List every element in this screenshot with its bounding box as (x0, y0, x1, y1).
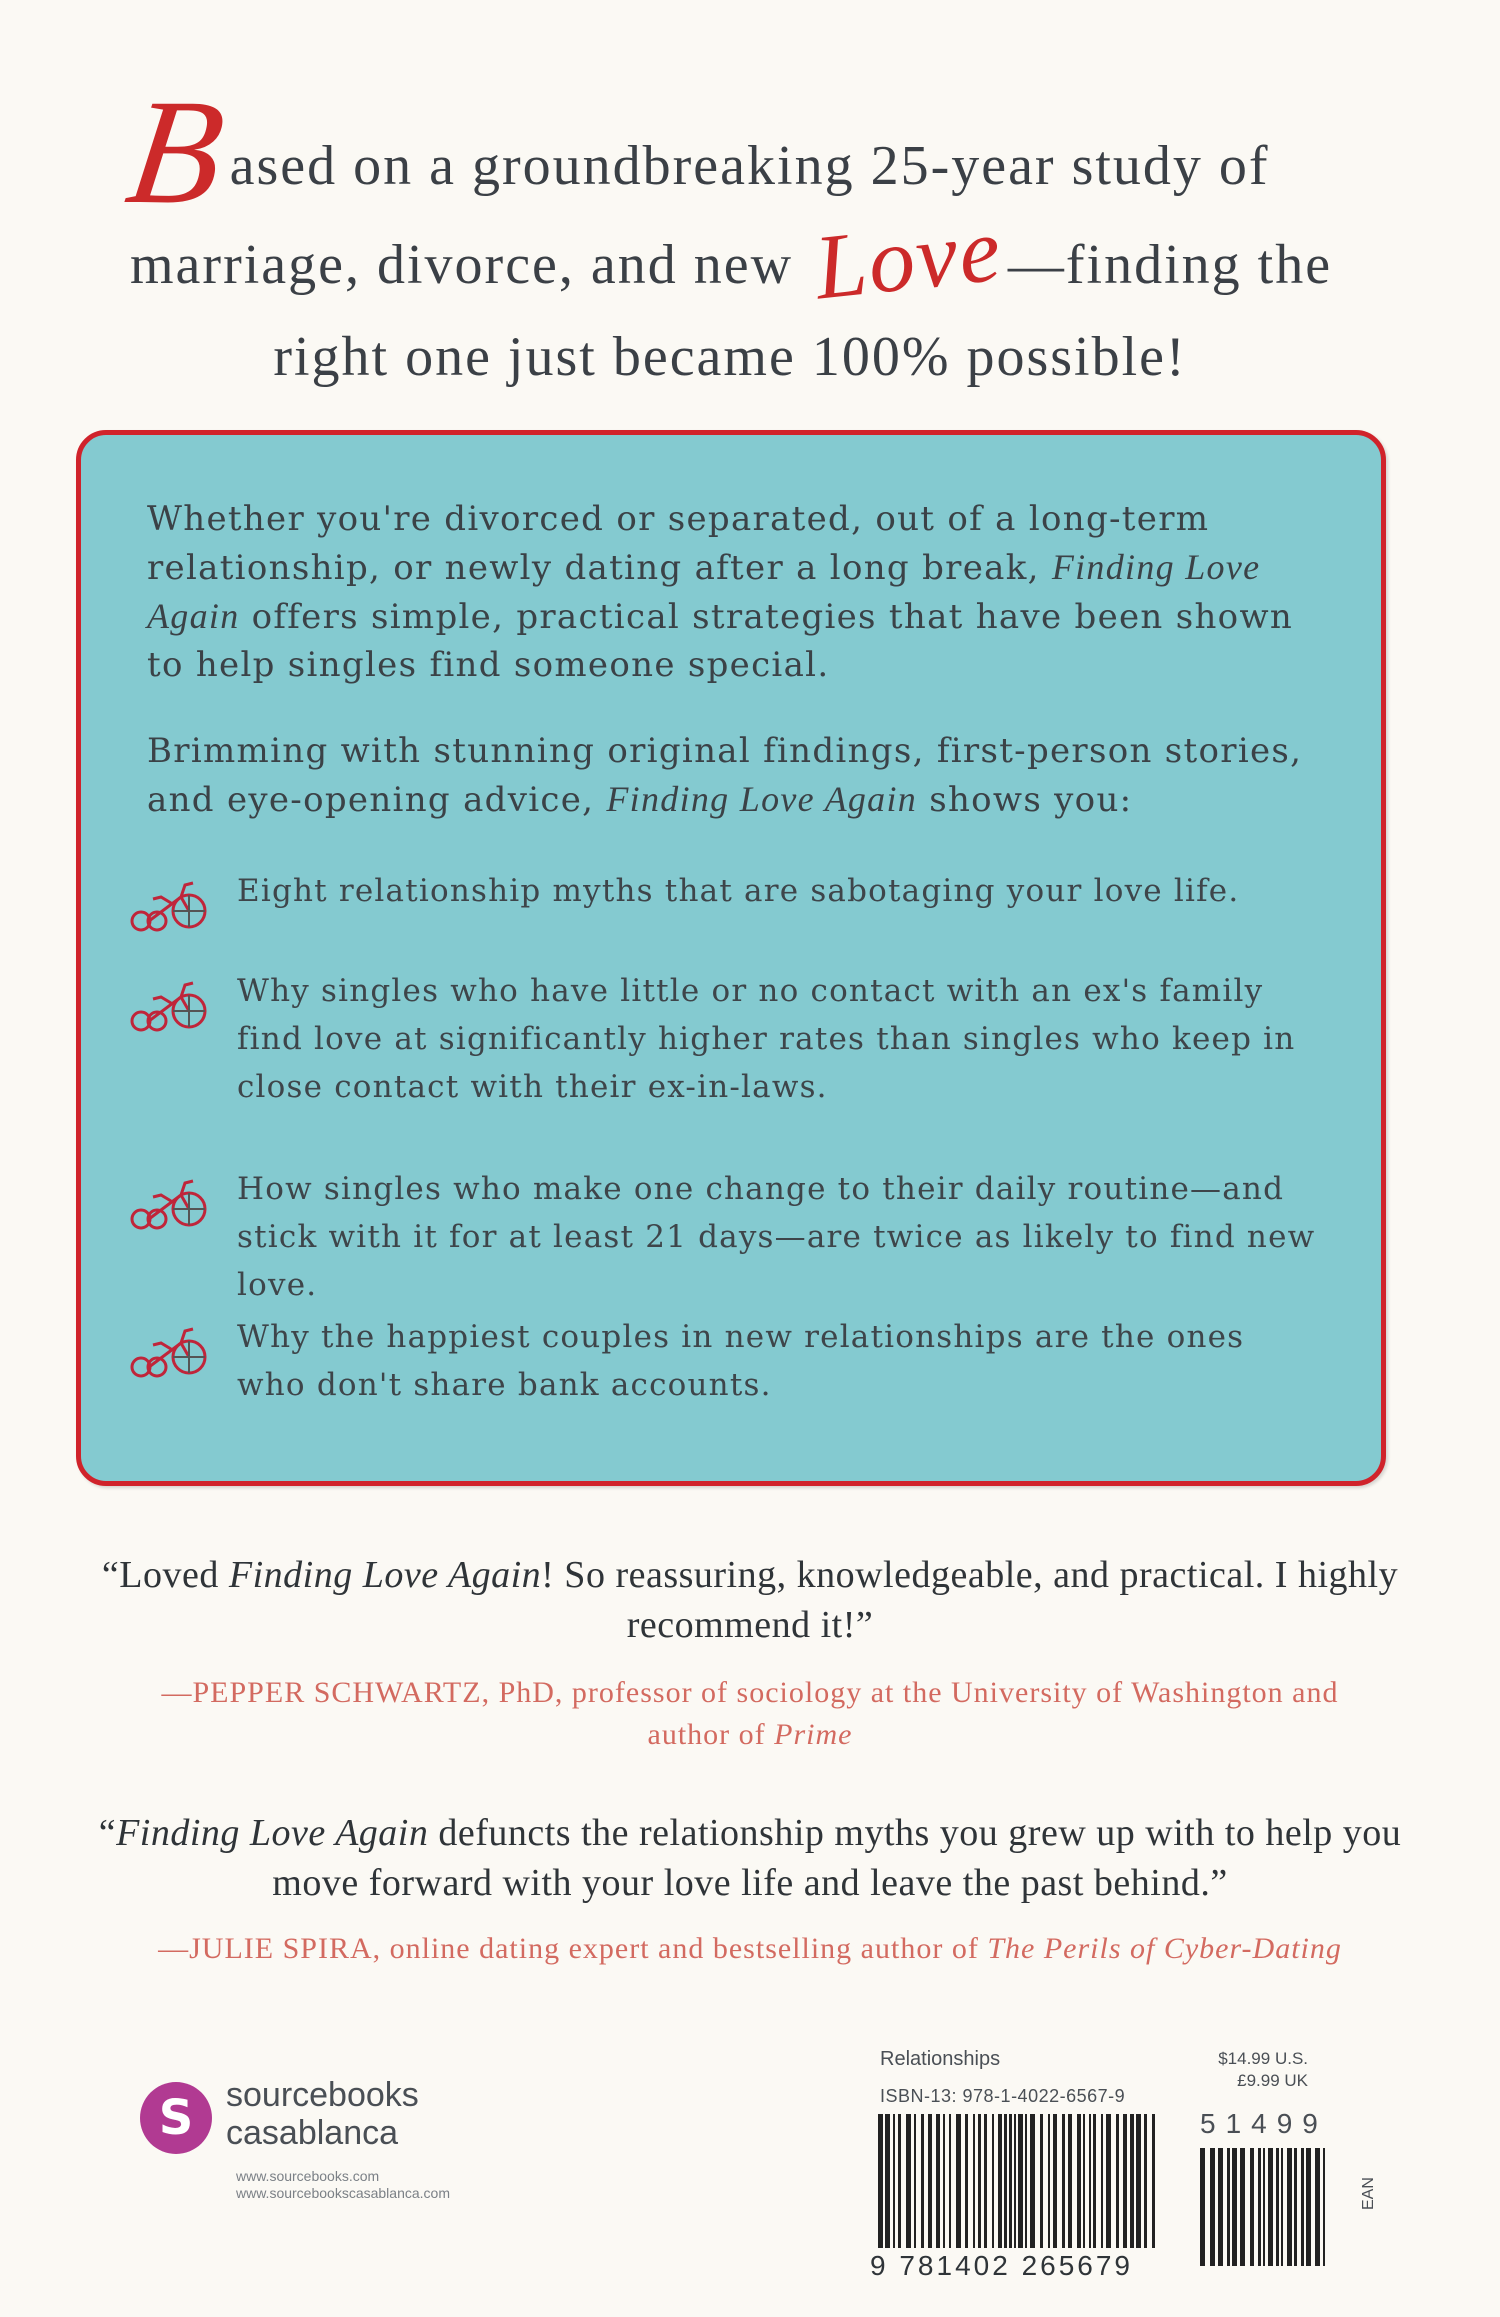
barcode-stripe (1025, 2114, 1027, 2248)
publisher-url-2: www.sourcebookscasablanca.com (236, 2185, 450, 2201)
barcode-stripe (965, 2114, 968, 2248)
barcode-stripe (973, 2114, 975, 2248)
bullet-text: Why the happiest couples in new relationships are the ones who don't share bank accounts. (237, 1319, 1245, 1403)
barcode-stripe (992, 2114, 994, 2248)
barcode-stripe (1315, 2148, 1320, 2266)
bullet-text: Why singles who have little or no contact with an ex's family find love at significantly higher rates than singles who keep in close contact with their ex-in-laws. (237, 973, 1296, 1105)
barcode-stripe (906, 2114, 911, 2248)
endorsement-quote-1 (100, 1550, 1400, 1650)
barcode-stripe (956, 2114, 961, 2248)
endorsement-attribution-1 (160, 1672, 1340, 1756)
attribution-book-title: Prime (774, 1718, 853, 1751)
price-uk: £9.99 UK (1237, 2071, 1308, 2090)
endorsement-quote-2 (60, 1808, 1440, 1908)
barcode-stripe (1018, 2114, 1023, 2248)
barcode-stripe (914, 2114, 916, 2248)
barcode-stripe (1077, 2114, 1081, 2248)
intro-text-after: offers simple, practical strategies that have been shown to help singles find someone special. (147, 597, 1294, 685)
barcode-stripe (1152, 2114, 1155, 2248)
attribution-book-title: The Perils of Cyber-Dating (987, 1932, 1342, 1965)
barcode-stripe (1030, 2114, 1035, 2248)
book-title-italic: Finding Love Again (147, 547, 1261, 636)
tricycle-icon (121, 867, 221, 937)
barcode-block (870, 2040, 1390, 2290)
headline-line-1 (118, 69, 1370, 235)
barcode-stripe (936, 2114, 940, 2248)
barcode-stripe (1200, 2148, 1205, 2266)
lead-text-before: Brimming with stunning original findings, first-person stories, and eye-opening advice, (147, 731, 1303, 820)
barcode-stripe (1068, 2114, 1072, 2248)
barcode-stripe (928, 2114, 932, 2248)
barcode-stripe (1106, 2114, 1111, 2248)
attribution-text: —PEPPER SCHWARTZ, PhD, professor of sociology at the University of Washington and author of (161, 1676, 1339, 1751)
headline (118, 69, 1370, 403)
barcode-stripe (1123, 2114, 1127, 2248)
barcode-stripe (1093, 2114, 1096, 2248)
barcode-stripe (1130, 2114, 1134, 2248)
barcode-stripe (1116, 2114, 1119, 2248)
barcode-stripe (943, 2114, 945, 2248)
endorsement-attribution-2 (30, 1928, 1470, 1970)
bullet-text: Eight relationship myths that are sabotaging your love life. (237, 873, 1240, 909)
intro-text-before: Whether you're divorced or separated, out of a long-term relationship, or newly dating after a long break, (147, 499, 1210, 588)
barcode-stripe (1250, 2148, 1254, 2266)
barcode-number: 9 781402 265679 (870, 2250, 1133, 2281)
barcode-stripe (1268, 2148, 1273, 2266)
barcode-stripe (1210, 2148, 1215, 2266)
barcode-stripe (1048, 2114, 1050, 2248)
barcode-stripe (1323, 2148, 1325, 2266)
quote-text-after: defuncts the relationship myths you grew up with to help you move forward with your love life and leave the past behind.” (272, 1812, 1402, 1904)
headline-line-2-after: —finding the (1007, 234, 1333, 296)
lead-text-after: shows you: (917, 780, 1133, 820)
drop-cap: B (118, 69, 236, 235)
barcode-stripe (1240, 2148, 1245, 2266)
intro-paragraph (147, 495, 1327, 689)
tricycle-icon (121, 1165, 221, 1235)
barcode-stripe (1136, 2114, 1141, 2248)
barcode-stripe (878, 2114, 883, 2248)
tricycle-icon (121, 967, 221, 1037)
publisher-name-line-2: casablanca (226, 2114, 399, 2152)
barcode-stripe (1009, 2114, 1012, 2248)
barcode-stripe (1263, 2148, 1265, 2266)
love-script-word: Love (810, 197, 1007, 319)
barcode-stripe (978, 2114, 981, 2248)
barcode-stripe (1004, 2114, 1007, 2248)
barcode-stripe (1276, 2148, 1279, 2266)
headline-line-1-text: ased on a groundbreaking 25-year study of (229, 135, 1270, 197)
headline-line-2-before: marriage, divorce, and new (130, 234, 794, 296)
barcode-stripe (885, 2114, 890, 2248)
barcode-stripe (1144, 2114, 1147, 2248)
barcode-stripe (1258, 2148, 1261, 2266)
main-barcode (878, 2114, 1158, 2254)
addon-number: 51499 (1200, 2108, 1328, 2139)
book-title-italic: Finding Love Again (228, 1554, 542, 1596)
publisher-block (140, 2072, 580, 2202)
barcode-stripe (1014, 2114, 1016, 2248)
quote-text-before: “Loved (101, 1554, 229, 1596)
barcode-stripe (1306, 2148, 1311, 2266)
publisher-name (226, 2076, 419, 2152)
barcode-stripe (1281, 2148, 1283, 2266)
barcode-stripe (921, 2114, 924, 2248)
attribution-text: —JULIE SPIRA, online dating expert and bestselling author of (158, 1932, 988, 1965)
category-label: Relationships (880, 2048, 1001, 2070)
barcode-stripe (949, 2114, 951, 2248)
barcode-stripe (1287, 2148, 1292, 2266)
barcode-stripe (1040, 2114, 1043, 2248)
headline-line-2 (130, 197, 1370, 319)
bullet-item (121, 867, 1341, 937)
isbn-label: ISBN-13: 978-1-4022-6567-9 (880, 2086, 1126, 2106)
price-label (1188, 2048, 1308, 2092)
bullet-item (121, 1165, 1341, 1309)
addon-barcode (1200, 2148, 1340, 2270)
lead-paragraph (147, 727, 1327, 824)
bullet-text: How singles who make one change to their daily routine—and stick with it for at least 21 days—are twice as likely to find new love. (237, 1171, 1316, 1303)
publisher-logo-icon: S (140, 2082, 212, 2154)
headline-line-3: right one just became 100% possible! (273, 326, 1187, 388)
book-title-italic: Finding Love Again (116, 1812, 429, 1854)
barcode-stripe (1301, 2148, 1304, 2266)
barcode-stripe (1101, 2114, 1103, 2248)
barcode-stripe (1232, 2148, 1237, 2266)
book-title-italic: Finding Love Again (606, 779, 918, 819)
barcode-stripe (1062, 2114, 1065, 2248)
barcode-stripe (1294, 2148, 1297, 2266)
bullet-item (121, 967, 1341, 1111)
barcode-stripe (1083, 2114, 1085, 2248)
ean-label: EAN (1360, 2177, 1377, 2210)
tricycle-icon (121, 1313, 221, 1383)
publisher-name-line-1: sourcebooks (226, 2076, 419, 2114)
bullet-item (121, 1313, 1341, 1409)
quote-text-after: ! So reassuring, knowledgeable, and practical. I highly recommend it!” (541, 1554, 1399, 1646)
publisher-url-1: www.sourcebooks.com (236, 2168, 380, 2184)
barcode-stripe (1089, 2114, 1091, 2248)
price-us: $14.99 U.S. (1218, 2049, 1308, 2068)
publisher-urls (236, 2168, 450, 2202)
barcode-stripe (1218, 2148, 1223, 2266)
barcode-stripe (893, 2114, 895, 2248)
barcode-stripe (1053, 2114, 1057, 2248)
description-box (76, 430, 1386, 1486)
barcode-stripe (898, 2114, 901, 2248)
quote-text-before: “ (98, 1812, 117, 1854)
barcode-stripe (998, 2114, 1002, 2248)
barcode-stripe (984, 2114, 987, 2248)
barcode-stripe (1227, 2148, 1230, 2266)
